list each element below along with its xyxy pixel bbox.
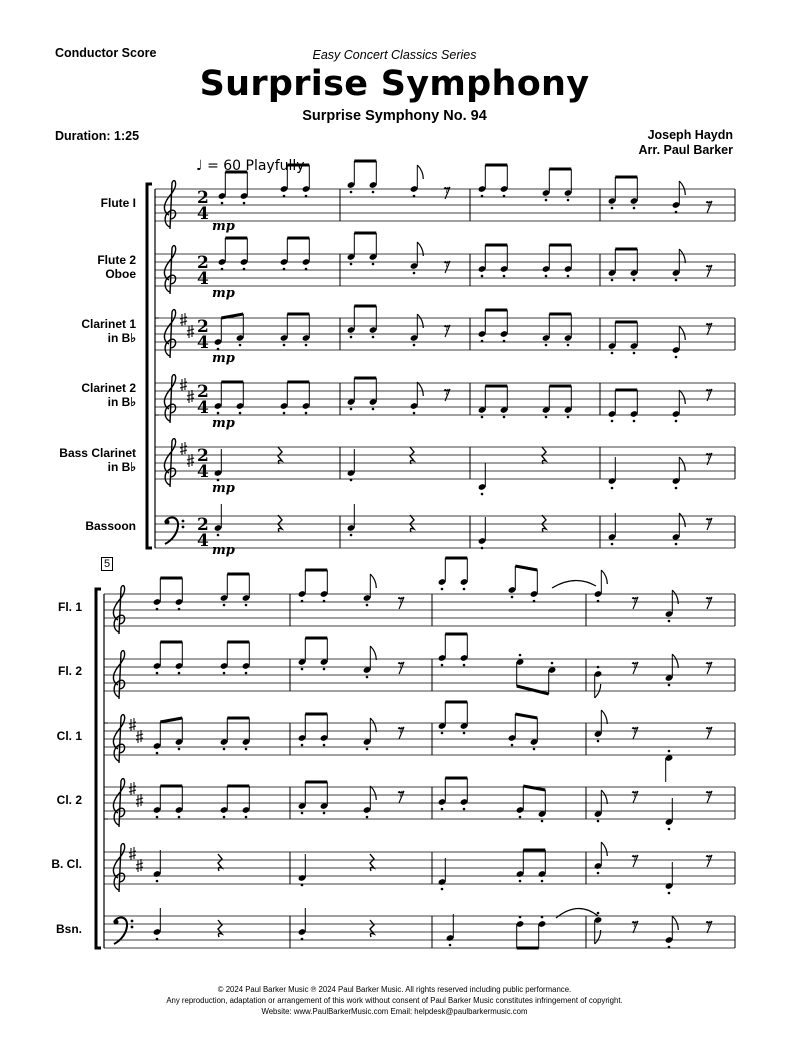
staccato-dot	[551, 662, 554, 665]
staccato-dot	[245, 672, 248, 675]
staccato-dot	[675, 420, 678, 423]
note-flag	[672, 654, 678, 668]
dynamic-marking: mp	[212, 481, 235, 496]
sharp-icon	[180, 442, 187, 455]
staccato-dot	[178, 608, 181, 611]
sharp-icon	[136, 794, 143, 807]
note-flag	[672, 916, 678, 930]
quarter-rest-icon	[542, 515, 546, 532]
page-subtitle: Surprise Symphony No. 94	[302, 108, 487, 124]
staccato-dot	[503, 416, 506, 419]
eighth-rest-icon: 𝄾	[632, 590, 637, 611]
staccato-dot	[323, 744, 326, 747]
staccato-dot	[413, 272, 416, 275]
note-flag	[601, 710, 607, 724]
staccato-dot	[441, 588, 444, 591]
dynamic-marking: mp	[212, 543, 235, 558]
staccato-dot	[217, 412, 220, 415]
eighth-rest-icon: 𝄾	[632, 848, 637, 869]
staccato-dot	[301, 884, 304, 887]
note-flag	[679, 390, 685, 404]
staccato-dot	[597, 912, 600, 915]
staccato-dot	[463, 588, 466, 591]
instrument-label-clarinet-1: Clarinet 1 in B♭	[81, 317, 136, 345]
staccato-dot	[372, 191, 375, 194]
eighth-rest-icon: 𝄾	[706, 655, 711, 676]
dynamic-marking: mp	[212, 219, 235, 234]
staccato-dot	[156, 752, 159, 755]
staccato-dot	[597, 740, 600, 743]
tempo-text: = 60 Playfully	[207, 158, 305, 174]
quarter-note-icon: ♩	[196, 158, 203, 174]
staccato-dot	[668, 684, 671, 687]
staccato-dot	[350, 534, 353, 537]
eighth-rest-icon: 𝄾	[632, 784, 637, 805]
staccato-dot	[301, 812, 304, 815]
note-flag	[601, 790, 607, 804]
instrument-label-bassoon: Bassoon	[85, 519, 136, 533]
staccato-dot	[305, 344, 308, 347]
staccato-dot	[481, 340, 484, 343]
staccato-dot	[366, 748, 369, 751]
instrument-label-clarinet-2: Clarinet 2 in B♭	[81, 381, 136, 409]
staccato-dot	[503, 275, 506, 278]
staccato-dot	[156, 672, 159, 675]
staccato-dot	[597, 600, 600, 603]
eighth-rest-icon: 𝄾	[398, 784, 403, 805]
staccato-dot	[611, 279, 614, 282]
eighth-rest-icon: 𝄾	[706, 848, 711, 869]
staccato-dot	[503, 195, 506, 198]
slur	[552, 580, 596, 588]
staccato-dot	[372, 408, 375, 411]
staccato-dot	[223, 816, 226, 819]
eighth-rest-icon: 𝄾	[706, 784, 711, 805]
note-flag	[679, 181, 685, 195]
staccato-dot	[239, 412, 242, 415]
staccato-dot	[223, 748, 226, 751]
staccato-dot	[283, 344, 286, 347]
staccato-dot	[441, 808, 444, 811]
duration-label: Duration: 1:25	[55, 129, 140, 143]
staccato-dot	[567, 275, 570, 278]
quarter-rest-icon	[218, 854, 222, 871]
staccato-dot	[633, 207, 636, 210]
staccato-dot	[545, 199, 548, 202]
staccato-dot	[567, 416, 570, 419]
page-title: Surprise Symphony	[199, 64, 590, 104]
sharp-icon	[180, 313, 187, 326]
staccato-dot	[633, 420, 636, 423]
quarter-rest-icon	[278, 447, 282, 464]
staccato-dot	[481, 195, 484, 198]
sharp-icon	[129, 782, 136, 795]
staccato-dot	[217, 348, 220, 351]
instrument-label-flute-2-oboe: Flute 2 Oboe	[97, 253, 136, 281]
conductor-score-label: Conductor Score	[55, 46, 157, 60]
staccato-dot	[156, 816, 159, 819]
staccato-dot	[350, 263, 353, 266]
staccato-dot	[305, 268, 308, 271]
eighth-rest-icon: 𝄾	[706, 194, 711, 215]
staccato-dot	[675, 487, 678, 490]
eighth-rest-icon: 𝄾	[444, 382, 449, 403]
staccato-dot	[178, 816, 181, 819]
instrument-abbrev-fl2: Fl. 2	[57, 664, 82, 678]
staccato-dot	[668, 620, 671, 623]
clarinet-group-bracket	[155, 318, 159, 415]
eighth-rest-icon: 𝄾	[444, 318, 449, 339]
staccato-dot	[675, 211, 678, 214]
staccato-dot	[481, 416, 484, 419]
beam	[221, 314, 243, 318]
staccato-dot	[545, 344, 548, 347]
staccato-dot	[541, 916, 544, 919]
beam	[517, 686, 549, 694]
staccato-dot	[366, 816, 369, 819]
bass-clef-icon	[131, 926, 134, 929]
staccato-dot	[350, 191, 353, 194]
staccato-dot	[323, 600, 326, 603]
dynamic-marking: mp	[212, 416, 235, 431]
quarter-rest-icon	[542, 447, 546, 464]
staccato-dot	[223, 672, 226, 675]
note-flag	[370, 718, 376, 732]
staccato-dot	[611, 487, 614, 490]
staccato-dot	[243, 202, 246, 205]
eighth-rest-icon: 𝄾	[706, 590, 711, 611]
staccato-dot	[223, 604, 226, 607]
composer-name: Joseph Haydn	[647, 128, 733, 142]
staccato-dot	[611, 420, 614, 423]
eighth-rest-icon: 𝄾	[398, 720, 403, 741]
eighth-rest-icon: 𝄾	[444, 180, 449, 201]
eighth-rest-icon: 𝄾	[706, 914, 711, 935]
staccato-dot	[463, 664, 466, 667]
instrument-abbrev-bsn: Bsn.	[55, 922, 82, 936]
sharp-icon	[187, 390, 194, 403]
staccato-dot	[243, 268, 246, 271]
staccato-dot	[156, 608, 159, 611]
staccato-dot	[675, 279, 678, 282]
staccato-dot	[372, 263, 375, 266]
staccato-dot	[413, 412, 416, 415]
staccato-dot	[519, 816, 522, 819]
staccato-dot	[675, 543, 678, 546]
staccato-dot	[463, 808, 466, 811]
instrument-label-bass-clarinet: Bass Clarinet in B♭	[59, 446, 136, 474]
staccato-dot	[178, 748, 181, 751]
arranger-name: Arr. Paul Barker	[638, 143, 733, 157]
sharp-icon	[180, 378, 187, 391]
staccato-dot	[350, 479, 353, 482]
instrument-abbrev-bcl: B. Cl.	[51, 857, 82, 871]
slur	[556, 908, 598, 918]
series-name: Easy Concert Classics Series	[312, 48, 477, 62]
note-flag	[601, 570, 607, 584]
staccato-dot	[597, 820, 600, 823]
staccato-dot	[245, 748, 248, 751]
staccato-dot	[217, 534, 220, 537]
staccato-dot	[245, 604, 248, 607]
staccato-dot	[305, 195, 308, 198]
eighth-rest-icon: 𝄾	[632, 914, 637, 935]
staccato-dot	[239, 344, 242, 347]
time-signature: 2	[197, 382, 209, 402]
quarter-rest-icon	[370, 920, 374, 937]
sharp-icon	[136, 730, 143, 743]
staccato-dot	[323, 668, 326, 671]
eighth-rest-icon: 𝄾	[398, 655, 403, 676]
staccato-dot	[221, 268, 224, 271]
note-flag	[679, 249, 685, 263]
eighth-rest-icon: 𝄾	[444, 254, 449, 275]
note-flag	[679, 513, 685, 527]
note-flag	[370, 574, 376, 588]
instrument-label-flute-1: Flute I	[100, 196, 136, 210]
staccato-dot	[597, 666, 600, 669]
dynamic-marking: mp	[212, 351, 235, 366]
bass-clef-icon	[182, 520, 185, 523]
time-signature: 4	[197, 462, 209, 482]
time-signature: 4	[197, 531, 209, 551]
staccato-dot	[413, 195, 416, 198]
staccato-dot	[366, 676, 369, 679]
staccato-dot	[503, 340, 506, 343]
staccato-dot	[301, 938, 304, 941]
note-flag	[417, 165, 423, 179]
staccato-dot	[301, 600, 304, 603]
staccato-dot	[533, 748, 536, 751]
staccato-dot	[449, 944, 452, 947]
sharp-icon	[129, 718, 136, 731]
staccato-dot	[611, 543, 614, 546]
instrument-abbrev-cl1: Cl. 1	[56, 729, 82, 743]
staccato-dot	[668, 828, 671, 831]
staccato-dot	[481, 493, 484, 496]
staccato-dot	[541, 880, 544, 883]
staccato-dot	[305, 412, 308, 415]
time-signature: 4	[197, 204, 209, 224]
staccato-dot	[611, 352, 614, 355]
staccato-dot	[413, 344, 416, 347]
staccato-dot	[675, 356, 678, 359]
measure-number: 5	[101, 557, 113, 571]
note-flag	[417, 382, 423, 396]
quarter-rest-icon	[370, 854, 374, 871]
staccato-dot	[567, 199, 570, 202]
staccato-dot	[301, 668, 304, 671]
staccato-dot	[178, 672, 181, 675]
staccato-dot	[350, 336, 353, 339]
note-flag	[679, 457, 685, 471]
staccato-dot	[441, 664, 444, 667]
staccato-dot	[463, 732, 466, 735]
staccato-dot	[301, 744, 304, 747]
quarter-rest-icon	[218, 920, 222, 937]
note-flag	[370, 646, 376, 660]
time-signature: 2	[197, 317, 209, 337]
copyright-footer: © 2024 Paul Barker Music ℗ 2024 Paul Barker Music. All rights reserved including public performance. Any reproduction, adaptation or arrangement of this work without consent of Paul Barker Music constitutes infringement of copyright. Website: www.PaulBarkerMusic.com Email: helpdesk@paulbarkermusic.com	[166, 985, 623, 1016]
eighth-rest-icon: 𝄾	[706, 382, 711, 403]
staccato-dot	[519, 916, 522, 919]
sharp-icon	[129, 847, 136, 860]
time-signature: 2	[197, 188, 209, 208]
eighth-rest-icon: 𝄾	[632, 720, 637, 741]
staccato-dot	[372, 336, 375, 339]
sharp-icon	[187, 325, 194, 338]
dynamic-marking: mp	[212, 286, 235, 301]
bass-clef-icon	[114, 920, 119, 925]
eighth-rest-icon: 𝄾	[632, 655, 637, 676]
staccato-dot	[283, 412, 286, 415]
eighth-rest-icon: 𝄾	[706, 258, 711, 279]
staccato-dot	[511, 596, 514, 599]
staccato-dot	[366, 604, 369, 607]
note-flag	[601, 842, 607, 856]
staccato-dot	[283, 268, 286, 271]
staccato-dot	[541, 820, 544, 823]
sharp-icon	[187, 454, 194, 467]
staccato-dot	[481, 547, 484, 550]
system-bracket	[96, 589, 101, 948]
time-signature: 4	[197, 398, 209, 418]
staccato-dot	[441, 732, 444, 735]
note-flag	[679, 326, 685, 340]
staccato-dot	[283, 195, 286, 198]
staccato-dot	[633, 352, 636, 355]
staccato-dot	[441, 888, 444, 891]
staccato-dot	[245, 816, 248, 819]
beam	[515, 566, 537, 570]
staccato-dot	[567, 344, 570, 347]
time-signature: 2	[197, 515, 209, 535]
instrument-abbrev-fl1: Fl. 1	[57, 600, 82, 614]
bass-clef-icon	[182, 526, 185, 529]
time-signature: 2	[197, 253, 209, 273]
staccato-dot	[545, 416, 548, 419]
staccato-dot	[481, 275, 484, 278]
eighth-rest-icon: 𝄾	[706, 446, 711, 467]
bass-clef-icon	[165, 520, 170, 525]
sharp-icon	[136, 859, 143, 872]
staccato-dot	[156, 880, 159, 883]
quarter-rest-icon	[278, 515, 282, 532]
beam	[515, 714, 537, 718]
time-signature: 2	[197, 446, 209, 466]
staccato-dot	[323, 812, 326, 815]
staccato-dot	[533, 600, 536, 603]
quarter-rest-icon	[410, 515, 414, 532]
staccato-dot	[511, 744, 514, 747]
staccato-dot	[668, 750, 671, 753]
staccato-dot	[221, 202, 224, 205]
staccato-dot	[519, 880, 522, 883]
eighth-rest-icon: 𝄾	[706, 316, 711, 337]
note-flag	[370, 786, 376, 800]
eighth-rest-icon: 𝄾	[706, 720, 711, 741]
staccato-dot	[545, 275, 548, 278]
eighth-rest-icon: 𝄾	[398, 590, 403, 611]
quarter-rest-icon	[410, 447, 414, 464]
instrument-abbrev-cl2: Cl. 2	[56, 793, 82, 807]
bass-clef-icon	[131, 920, 134, 923]
system-bracket	[147, 184, 152, 548]
staccato-dot	[156, 938, 159, 941]
staccato-dot	[350, 408, 353, 411]
staccato-dot	[668, 892, 671, 895]
time-signature: 4	[197, 333, 209, 353]
eighth-rest-icon: 𝄾	[706, 511, 711, 532]
staccato-dot	[668, 946, 671, 949]
staccato-dot	[611, 207, 614, 210]
staccato-dot	[519, 654, 522, 657]
staccato-dot	[597, 872, 600, 875]
staccato-dot	[633, 279, 636, 282]
beam	[160, 718, 182, 722]
time-signature: 4	[197, 269, 209, 289]
staccato-dot	[217, 479, 220, 482]
